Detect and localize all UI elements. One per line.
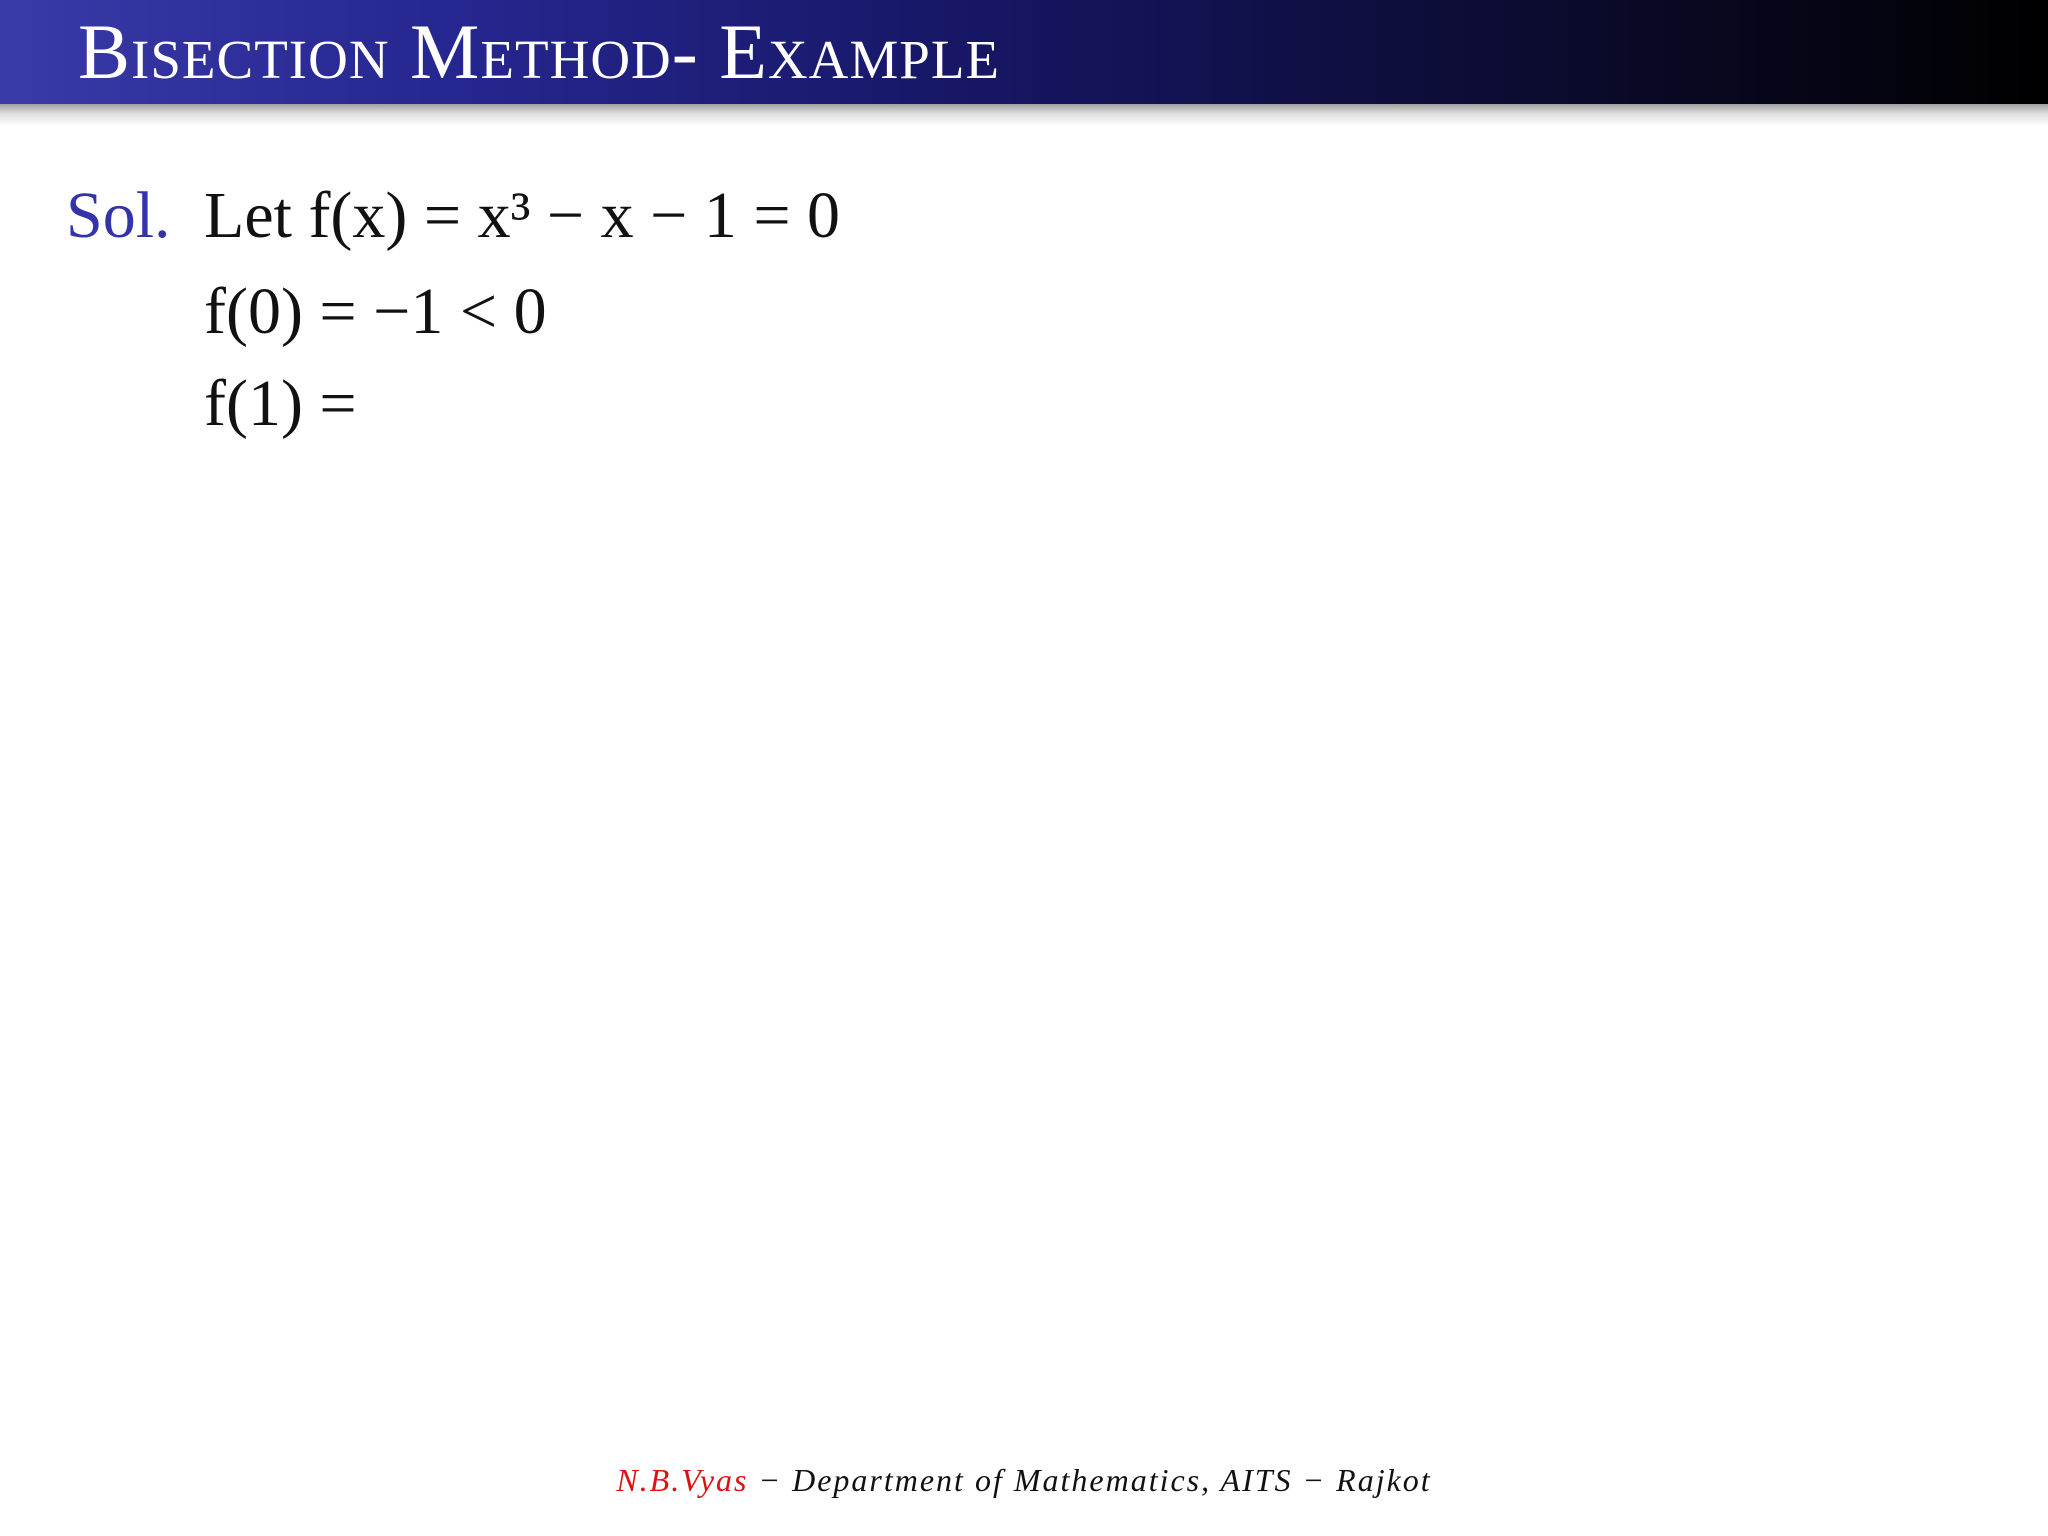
equation-line-3: f(1) =: [204, 367, 357, 440]
equation-line-1: Let f(x) = x³ − x − 1 = 0: [204, 179, 841, 252]
solution-label: Sol.: [66, 179, 171, 252]
slide-footer: [0, 1462, 2048, 1499]
slide-title: Bisection Method- Example: [78, 8, 1001, 95]
department-text: − Department of Mathematics, AITS − Rajkot: [748, 1462, 1432, 1498]
author-name: N.B.Vyas: [616, 1462, 749, 1498]
equation-line-2: f(0) = −1 < 0: [204, 275, 547, 348]
slide-header: [0, 0, 2048, 104]
header-shadow: [0, 104, 2048, 126]
